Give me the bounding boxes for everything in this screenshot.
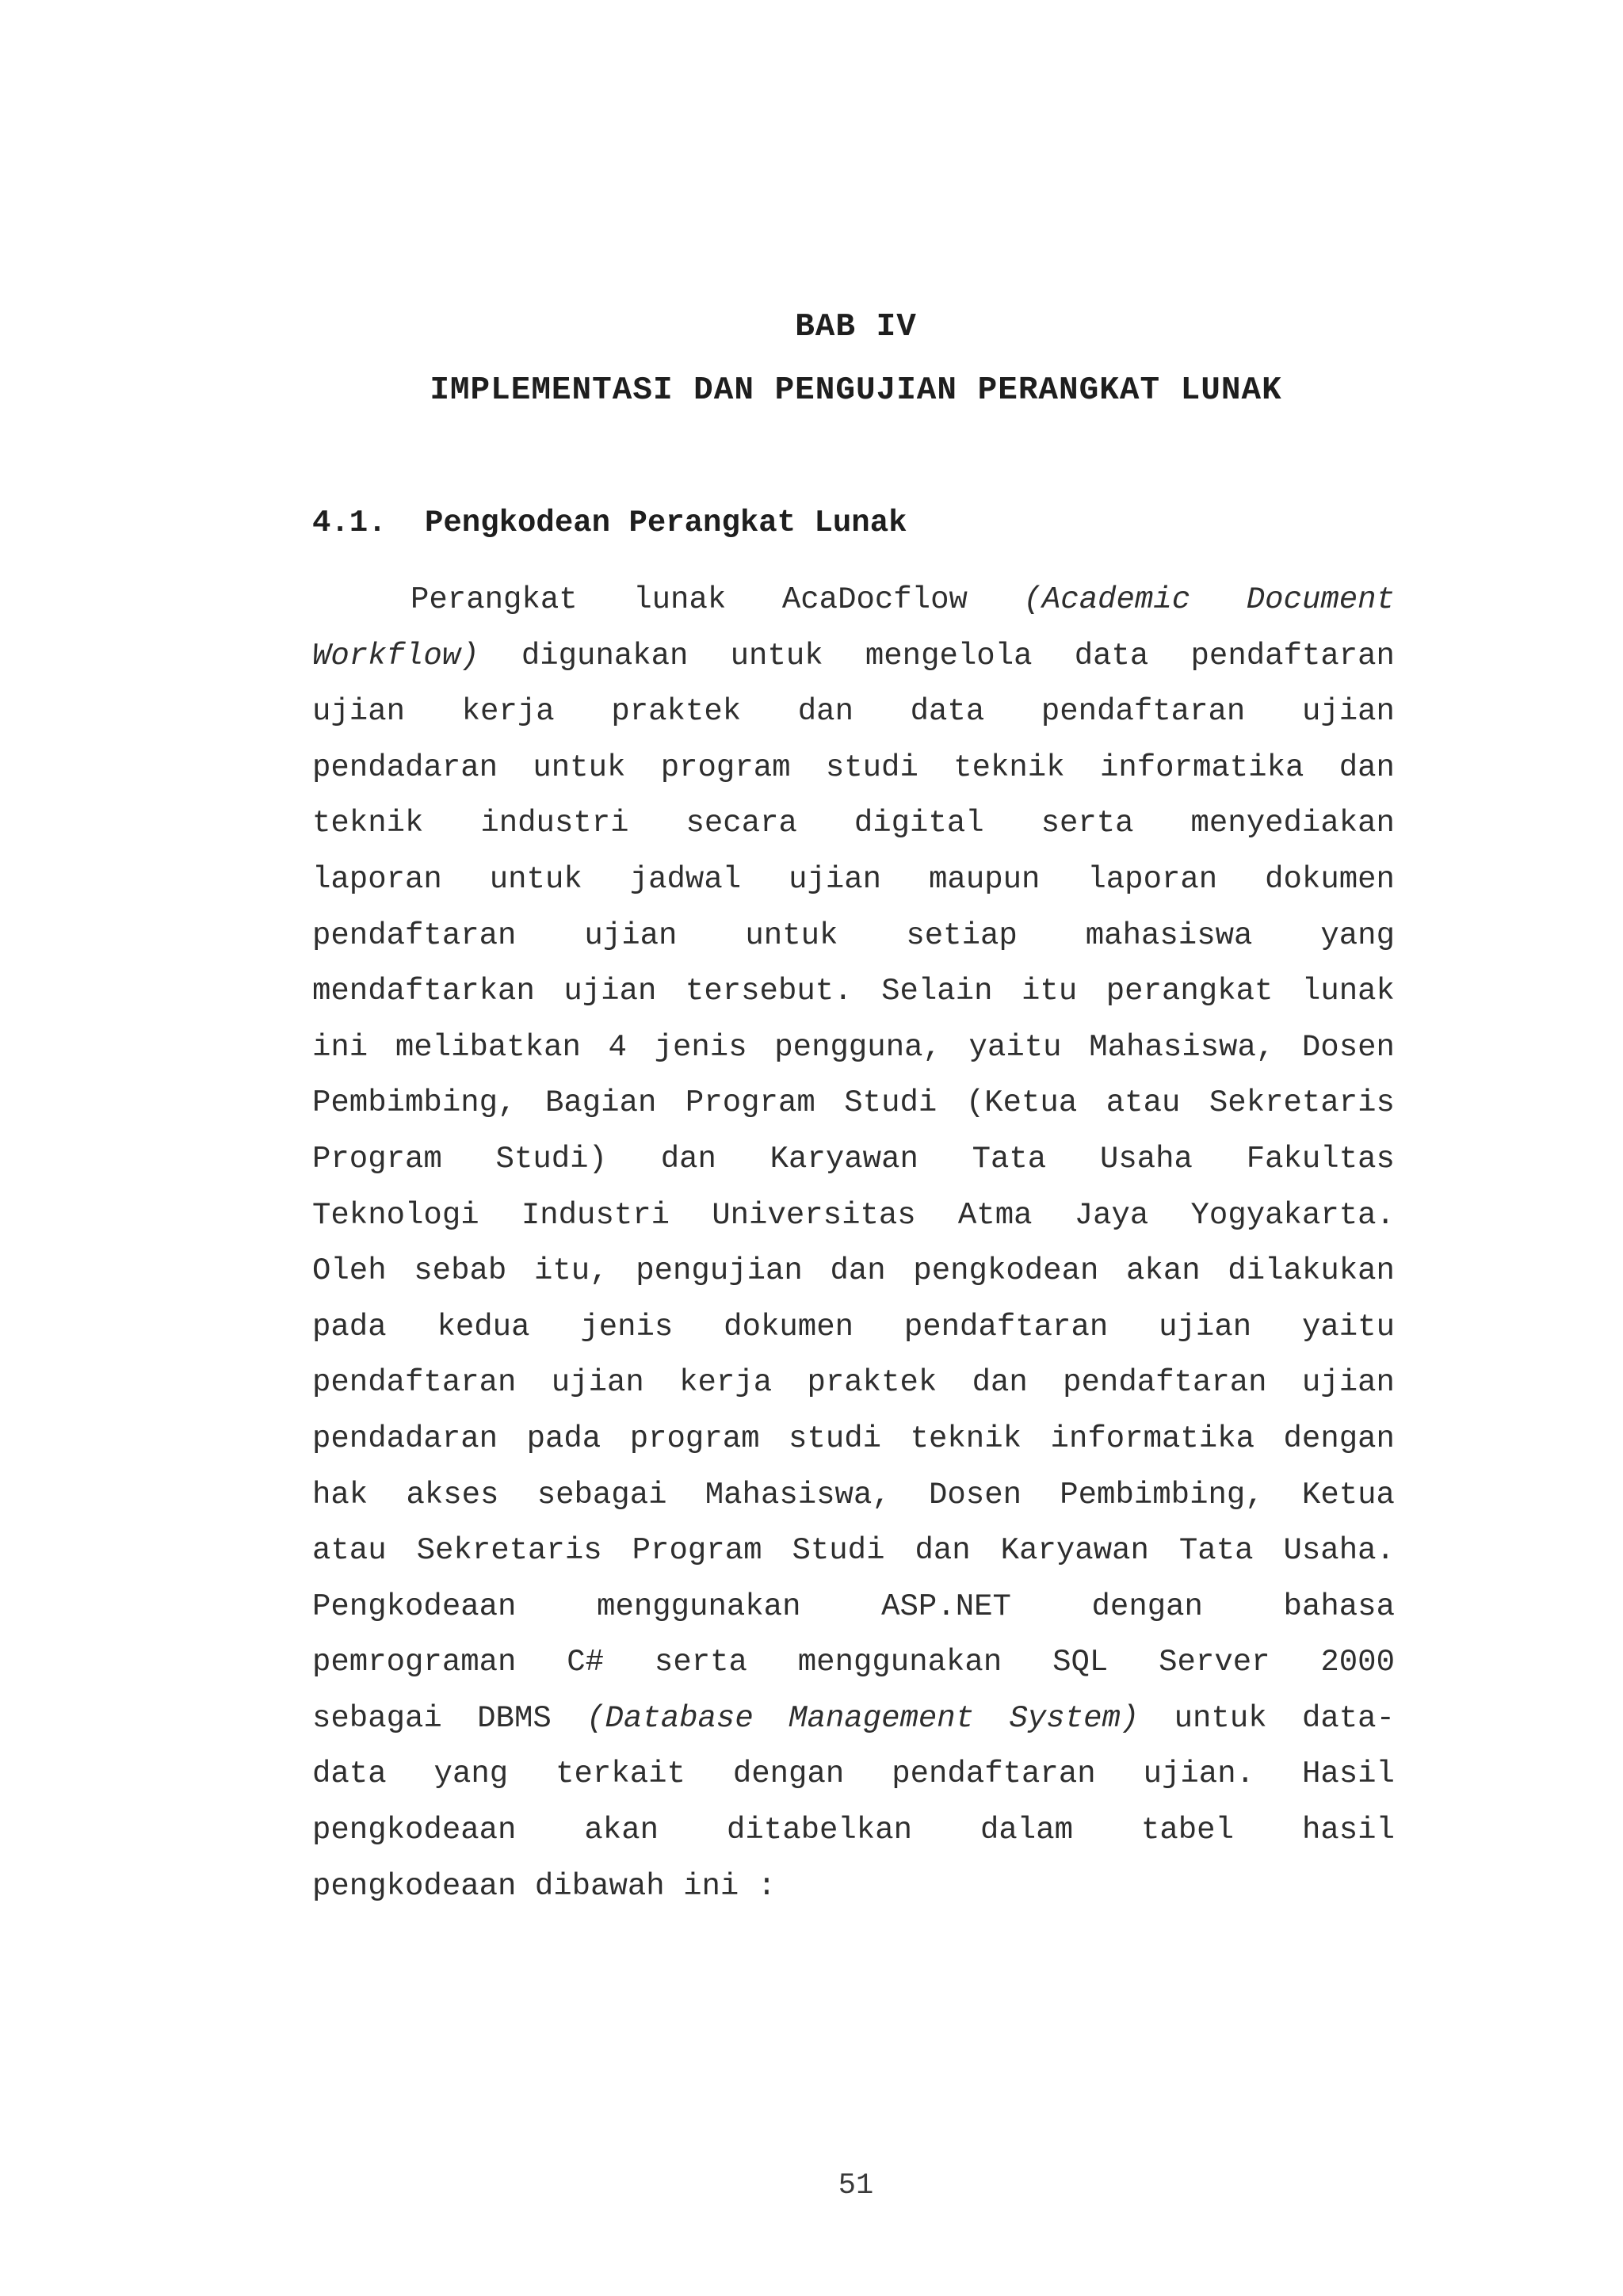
- paragraph-line: [312, 1859, 1395, 1915]
- word: akan: [584, 1813, 659, 1848]
- word: DBMS: [477, 1700, 552, 1736]
- word: menyediakan: [1190, 806, 1395, 841]
- word: Jaya: [1074, 1197, 1149, 1233]
- paragraph-line: [312, 1299, 1395, 1356]
- word: Usaha.: [1283, 1533, 1395, 1569]
- word: 2000: [1320, 1645, 1395, 1680]
- word: kerja: [461, 694, 555, 730]
- word: dan: [972, 1365, 1028, 1401]
- word: kerja: [679, 1365, 773, 1401]
- word: teknik: [910, 1421, 1022, 1456]
- word: menggunakan: [597, 1589, 801, 1624]
- paragraph-line: [312, 1131, 1395, 1188]
- word: Studi: [844, 1085, 938, 1121]
- word: menggunakan: [797, 1645, 1002, 1680]
- word: lunak: [633, 582, 727, 617]
- word: maupun: [929, 861, 1041, 897]
- word: dibawah: [534, 1868, 665, 1904]
- word: studi: [825, 749, 918, 785]
- word: Pengkodeaan: [312, 1589, 517, 1624]
- paragraph-line: [312, 628, 1395, 685]
- word: jadwal: [629, 861, 742, 897]
- paragraph-line: [312, 1075, 1395, 1131]
- word: Fakultas: [1246, 1141, 1395, 1177]
- paragraph-line: [312, 1355, 1395, 1411]
- paragraph-line: [312, 1411, 1395, 1467]
- word: Sekretaris: [1209, 1085, 1395, 1121]
- word: Studi: [792, 1533, 885, 1569]
- word: dan: [1338, 749, 1395, 785]
- word: serta: [654, 1645, 747, 1680]
- paragraph-line: [312, 1243, 1395, 1299]
- word: Tata: [1178, 1533, 1254, 1569]
- word: Management: [789, 1700, 975, 1736]
- paragraph-line: [312, 908, 1395, 964]
- word: mengelola: [865, 638, 1033, 673]
- word: pengguna,: [774, 1029, 941, 1065]
- word: pemrograman: [312, 1645, 517, 1680]
- word: untuk: [489, 861, 582, 897]
- word: Perangkat: [411, 582, 578, 617]
- word: praktek: [611, 694, 742, 730]
- word: Program: [685, 1085, 815, 1121]
- word: C#: [567, 1645, 605, 1680]
- word: Oleh: [312, 1253, 387, 1289]
- word: tersebut.: [685, 974, 853, 1009]
- word: pada: [526, 1421, 601, 1456]
- section-heading: [312, 505, 907, 540]
- word: ASP.NET: [881, 1589, 1011, 1624]
- paragraph-line: [312, 1691, 1395, 1747]
- paragraph-line: [312, 1802, 1395, 1859]
- word: akan: [1126, 1253, 1201, 1289]
- word: :: [757, 1868, 777, 1904]
- word: Program: [632, 1533, 762, 1569]
- word: Tata: [972, 1141, 1047, 1177]
- word: sebagai: [537, 1477, 667, 1512]
- word: pendaftaran: [1041, 694, 1246, 730]
- paragraph-line: [312, 795, 1395, 852]
- paragraph-line: [312, 963, 1395, 1020]
- word: dengan: [732, 1756, 845, 1792]
- paragraph-line: [312, 740, 1395, 796]
- word: dalam: [980, 1813, 1074, 1848]
- word: industri: [480, 806, 629, 841]
- word: dengan: [1283, 1421, 1395, 1456]
- word: data: [312, 1756, 387, 1792]
- word: pengujian: [636, 1253, 803, 1289]
- word: jenis: [580, 1309, 674, 1344]
- word: Teknologi: [312, 1197, 479, 1233]
- word: Selain: [881, 974, 993, 1009]
- word: ujian: [563, 974, 657, 1009]
- word: dokumen: [1265, 861, 1395, 897]
- word: terkait: [556, 1756, 685, 1792]
- body-paragraph: [312, 572, 1395, 1914]
- word: ujian: [1301, 694, 1395, 730]
- word: digunakan: [521, 638, 689, 673]
- word: melibatkan: [395, 1029, 581, 1065]
- word: Bagian: [544, 1085, 657, 1121]
- word: (Academic: [1023, 582, 1191, 617]
- word: ini: [312, 1029, 369, 1065]
- word: Karyawan: [1000, 1533, 1149, 1569]
- section-title: Pengkodean Perangkat Lunak: [425, 505, 907, 540]
- word: SQL: [1052, 1645, 1109, 1680]
- paragraph-line: [312, 684, 1395, 740]
- word: (Database: [586, 1700, 754, 1736]
- word: Industri: [521, 1197, 670, 1233]
- word: teknik: [312, 806, 424, 841]
- paragraph-line: [312, 852, 1395, 908]
- word: ini: [683, 1868, 739, 1904]
- word: dilakukan: [1228, 1253, 1395, 1289]
- word: informatika: [1099, 749, 1304, 785]
- word: Document: [1246, 582, 1395, 617]
- paragraph-line: [312, 1523, 1395, 1579]
- word: dan: [797, 694, 854, 730]
- word: ujian.: [1143, 1756, 1255, 1792]
- word: studi: [789, 1421, 882, 1456]
- word: itu: [1022, 974, 1078, 1009]
- word: hak: [312, 1477, 369, 1512]
- word: yaitu: [968, 1029, 1062, 1065]
- word: Pembimbing,: [312, 1085, 517, 1121]
- word: data: [910, 694, 985, 730]
- word: dengan: [1091, 1589, 1203, 1624]
- paragraph-line: [312, 572, 1395, 628]
- word: program: [660, 749, 791, 785]
- word: sebab: [414, 1253, 507, 1289]
- word: perangkat: [1106, 974, 1274, 1009]
- word: data: [1074, 638, 1149, 673]
- word: pendaftaran: [312, 917, 517, 953]
- word: pengkodeaan: [312, 1813, 517, 1848]
- word: Mahasiswa,: [1089, 1029, 1275, 1065]
- word: AcaDocflow: [781, 582, 968, 617]
- word: 4: [608, 1029, 627, 1065]
- paragraph-line: [312, 1467, 1395, 1524]
- word: Dosen: [929, 1477, 1022, 1512]
- paragraph-line: [312, 1634, 1395, 1691]
- word: serta: [1041, 806, 1134, 841]
- word: pengkodeaan: [312, 1868, 517, 1904]
- word: (Ketua: [965, 1085, 1078, 1121]
- word: Server: [1159, 1645, 1270, 1680]
- word: ujian: [312, 694, 406, 730]
- word: Dosen: [1301, 1029, 1395, 1065]
- word: sebagai: [312, 1700, 442, 1736]
- word: kedua: [437, 1309, 530, 1344]
- word: mendaftarkan: [312, 974, 535, 1009]
- word: informatika: [1050, 1421, 1254, 1456]
- word: dan: [830, 1253, 886, 1289]
- word: ujian: [1301, 1365, 1395, 1401]
- word: program: [629, 1421, 760, 1456]
- word: untuk: [745, 917, 838, 953]
- word: yang: [433, 1756, 509, 1792]
- word: data-: [1301, 1700, 1395, 1736]
- paragraph-line: [312, 1020, 1395, 1076]
- word: setiap: [906, 917, 1018, 953]
- word: atau: [1106, 1085, 1181, 1121]
- word: Studi): [495, 1141, 607, 1177]
- word: Mahasiswa,: [705, 1477, 891, 1512]
- word: Program: [312, 1141, 442, 1177]
- word: Ketua: [1301, 1477, 1395, 1512]
- word: jenis: [654, 1029, 747, 1065]
- word: Usaha: [1099, 1141, 1193, 1177]
- chapter-number: BAB IV: [795, 309, 917, 345]
- word: Sekretaris: [416, 1533, 602, 1569]
- word: atau: [312, 1533, 387, 1569]
- word: teknik: [953, 749, 1065, 785]
- page-number: 51: [838, 2169, 874, 2203]
- word: secara: [685, 806, 797, 841]
- word: untuk: [1174, 1700, 1267, 1736]
- word: untuk: [730, 638, 823, 673]
- word: praktek: [807, 1365, 938, 1401]
- word: Pembimbing,: [1060, 1477, 1264, 1512]
- section-number: 4.1.: [312, 505, 387, 540]
- paragraph-line: [312, 1746, 1395, 1802]
- word: Karyawan: [769, 1141, 918, 1177]
- word: pendaftaran: [1190, 638, 1395, 673]
- chapter-title: IMPLEMENTASI DAN PENGUJIAN PERANGKAT LUNAK: [430, 372, 1282, 409]
- word: ujian: [551, 1365, 644, 1401]
- word: untuk: [533, 749, 626, 785]
- word: yaitu: [1301, 1309, 1395, 1344]
- word: pendaftaran: [312, 1365, 517, 1401]
- paragraph-line: [312, 1579, 1395, 1635]
- word: pendaftaran: [1063, 1365, 1267, 1401]
- word: pendadaran: [312, 749, 498, 785]
- word: Atma: [957, 1197, 1033, 1233]
- paragraph-line: [312, 1188, 1395, 1244]
- word: akses: [406, 1477, 499, 1512]
- word: ujian: [1159, 1309, 1252, 1344]
- word: pendadaran: [312, 1421, 498, 1456]
- word: System): [1009, 1700, 1140, 1736]
- word: dan: [660, 1141, 716, 1177]
- word: yang: [1320, 917, 1395, 953]
- word: laporan: [1087, 861, 1218, 897]
- word: ditabelkan: [726, 1813, 913, 1848]
- word: dokumen: [724, 1309, 854, 1344]
- word: ujian: [584, 917, 678, 953]
- word: mahasiswa: [1085, 917, 1253, 953]
- word: dan: [915, 1533, 971, 1569]
- word: hasil: [1301, 1813, 1395, 1848]
- word: tabel: [1140, 1813, 1234, 1848]
- word: Universitas: [712, 1197, 916, 1233]
- word: pendaftaran: [903, 1309, 1109, 1344]
- word: pada: [312, 1309, 387, 1344]
- word: Yogyakarta.: [1190, 1197, 1395, 1233]
- word: ujian: [789, 861, 882, 897]
- word: itu,: [533, 1253, 609, 1289]
- word: Hasil: [1301, 1756, 1395, 1792]
- word: bahasa: [1283, 1589, 1395, 1624]
- word: lunak: [1301, 974, 1395, 1009]
- word: Workflow): [312, 638, 479, 673]
- word: pendaftaran: [892, 1756, 1096, 1792]
- word: pengkodean: [913, 1253, 1099, 1289]
- word: laporan: [312, 861, 442, 897]
- word: digital: [854, 806, 984, 841]
